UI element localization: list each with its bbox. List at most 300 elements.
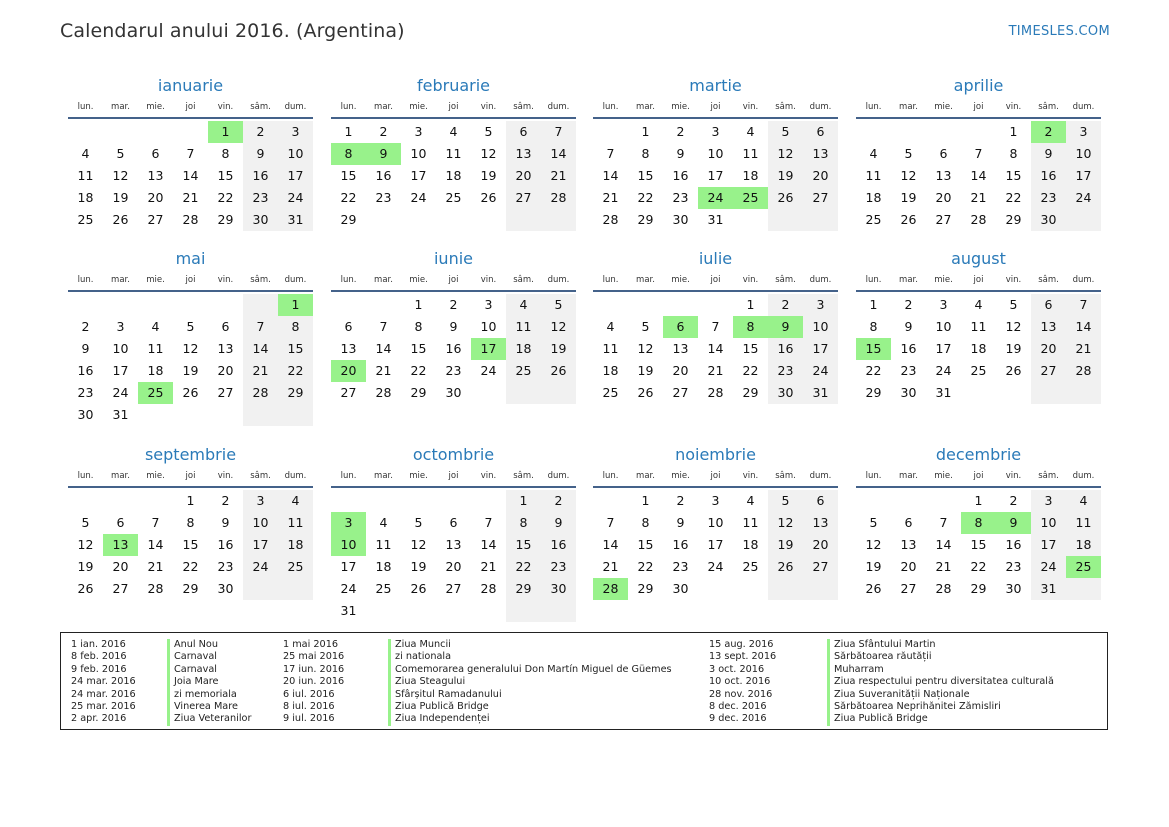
day-cell[interactable]: 22 <box>217 190 234 205</box>
day-cell[interactable]: 27 <box>506 187 541 209</box>
day-cell[interactable]: 29 <box>217 212 234 227</box>
day-cell[interactable]: 17 <box>410 168 427 183</box>
day-cell[interactable]: 26 <box>410 581 427 596</box>
day-cell[interactable]: 12 <box>541 316 576 338</box>
day-cell[interactable]: 19 <box>637 363 654 378</box>
day-cell[interactable]: 6 <box>116 515 125 530</box>
day-cell[interactable]: 22 <box>865 363 882 378</box>
day-cell[interactable]: 23 <box>768 360 803 382</box>
day-cell[interactable]: 15 <box>506 534 541 556</box>
day-cell[interactable]: 23 <box>1031 187 1066 209</box>
day-cell[interactable]: 22 <box>410 363 427 378</box>
day-cell[interactable]: 12 <box>768 143 803 165</box>
day-cell[interactable]: 6 <box>344 319 353 334</box>
day-cell[interactable]: 6 <box>506 121 541 143</box>
day-cell[interactable]: 21 <box>970 190 987 205</box>
day-cell[interactable]: 20 <box>506 165 541 187</box>
day-cell[interactable]: 2 <box>768 294 803 316</box>
day-cell[interactable]: 30 <box>445 385 462 400</box>
day-cell[interactable]: 2 <box>676 493 685 508</box>
day-cell[interactable]: 28 <box>935 581 952 596</box>
day-cell[interactable]: 26 <box>1005 363 1022 378</box>
day-cell[interactable]: 9 <box>243 143 278 165</box>
day-cell[interactable]: 18 <box>970 341 987 356</box>
day-cell[interactable]: 17 <box>935 341 952 356</box>
day-cell[interactable]: 8 <box>414 319 423 334</box>
day-cell[interactable]: 14 <box>480 537 497 552</box>
day-cell[interactable]: 2 <box>1031 121 1066 143</box>
day-cell[interactable]: 14 <box>602 537 619 552</box>
day-cell[interactable]: 16 <box>445 341 462 356</box>
day-cell[interactable]: 11 <box>970 319 987 334</box>
day-cell[interactable]: 15 <box>742 341 759 356</box>
day-cell[interactable]: 8 <box>961 512 996 534</box>
day-cell[interactable]: 27 <box>900 581 917 596</box>
day-cell[interactable]: 7 <box>379 319 388 334</box>
day-cell[interactable]: 27 <box>445 581 462 596</box>
day-cell[interactable]: 18 <box>742 537 759 552</box>
day-cell[interactable]: 19 <box>541 338 576 360</box>
day-cell[interactable]: 28 <box>970 212 987 227</box>
day-cell[interactable]: 10 <box>480 319 497 334</box>
day-cell[interactable]: 23 <box>445 363 462 378</box>
day-cell[interactable]: 14 <box>602 168 619 183</box>
day-cell[interactable]: 27 <box>217 385 234 400</box>
day-cell[interactable]: 20 <box>112 559 129 574</box>
day-cell[interactable]: 5 <box>186 319 195 334</box>
day-cell[interactable]: 10 <box>243 512 278 534</box>
day-cell[interactable]: 24 <box>1066 187 1101 209</box>
day-cell[interactable]: 22 <box>182 559 199 574</box>
day-cell[interactable]: 22 <box>637 190 654 205</box>
day-cell[interactable]: 6 <box>663 316 698 338</box>
day-cell[interactable]: 1 <box>869 297 878 312</box>
day-cell[interactable]: 28 <box>1066 360 1101 382</box>
day-cell[interactable]: 4 <box>379 515 388 530</box>
day-cell[interactable]: 10 <box>278 143 313 165</box>
day-cell[interactable]: 20 <box>445 559 462 574</box>
day-cell[interactable]: 30 <box>1005 581 1022 596</box>
day-cell[interactable]: 7 <box>606 146 615 161</box>
day-cell[interactable]: 28 <box>707 385 724 400</box>
day-cell[interactable]: 24 <box>698 187 733 209</box>
day-cell[interactable]: 24 <box>410 190 427 205</box>
day-cell[interactable]: 12 <box>865 537 882 552</box>
day-cell[interactable]: 26 <box>768 556 803 578</box>
day-cell[interactable]: 23 <box>217 559 234 574</box>
day-cell[interactable]: 25 <box>138 382 173 404</box>
day-cell[interactable]: 10 <box>707 515 724 530</box>
day-cell[interactable]: 28 <box>602 212 619 227</box>
day-cell[interactable]: 3 <box>711 493 720 508</box>
day-cell[interactable]: 26 <box>541 360 576 382</box>
day-cell[interactable]: 29 <box>637 212 654 227</box>
day-cell[interactable]: 22 <box>278 360 313 382</box>
day-cell[interactable]: 18 <box>742 168 759 183</box>
day-cell[interactable]: 17 <box>112 363 129 378</box>
day-cell[interactable]: 26 <box>865 581 882 596</box>
day-cell[interactable]: 26 <box>480 190 497 205</box>
day-cell[interactable]: 26 <box>768 187 803 209</box>
day-cell[interactable]: 31 <box>112 407 129 422</box>
day-cell[interactable]: 6 <box>803 490 838 512</box>
day-cell[interactable]: 27 <box>147 212 164 227</box>
day-cell[interactable]: 8 <box>186 515 195 530</box>
day-cell[interactable]: 30 <box>541 578 576 600</box>
day-cell[interactable]: 13 <box>103 534 138 556</box>
day-cell[interactable]: 23 <box>672 559 689 574</box>
day-cell[interactable]: 18 <box>506 338 541 360</box>
day-cell[interactable]: 29 <box>865 385 882 400</box>
day-cell[interactable]: 1 <box>641 124 650 139</box>
day-cell[interactable]: 17 <box>278 165 313 187</box>
day-cell[interactable]: 29 <box>182 581 199 596</box>
day-cell[interactable]: 9 <box>366 143 401 165</box>
day-cell[interactable]: 26 <box>637 385 654 400</box>
day-cell[interactable]: 9 <box>541 512 576 534</box>
day-cell[interactable]: 20 <box>1031 338 1066 360</box>
day-cell[interactable]: 3 <box>1066 121 1101 143</box>
day-cell[interactable]: 22 <box>637 559 654 574</box>
day-cell[interactable]: 26 <box>182 385 199 400</box>
day-cell[interactable]: 29 <box>970 581 987 596</box>
day-cell[interactable]: 21 <box>243 360 278 382</box>
day-cell[interactable]: 17 <box>707 537 724 552</box>
day-cell[interactable]: 8 <box>506 512 541 534</box>
day-cell[interactable]: 14 <box>935 537 952 552</box>
day-cell[interactable]: 15 <box>217 168 234 183</box>
day-cell[interactable]: 7 <box>243 316 278 338</box>
day-cell[interactable]: 7 <box>484 515 493 530</box>
day-cell[interactable]: 16 <box>541 534 576 556</box>
day-cell[interactable]: 2 <box>379 124 388 139</box>
day-cell[interactable]: 7 <box>939 515 948 530</box>
day-cell[interactable]: 4 <box>606 319 615 334</box>
day-cell[interactable]: 1 <box>278 294 313 316</box>
day-cell[interactable]: 31 <box>803 382 838 404</box>
day-cell[interactable]: 24 <box>480 363 497 378</box>
day-cell[interactable]: 18 <box>375 559 392 574</box>
day-cell[interactable]: 23 <box>672 190 689 205</box>
day-cell[interactable]: 12 <box>480 146 497 161</box>
day-cell[interactable]: 6 <box>939 146 948 161</box>
day-cell[interactable]: 24 <box>935 363 952 378</box>
day-cell[interactable]: 9 <box>904 319 913 334</box>
day-cell[interactable]: 5 <box>484 124 493 139</box>
day-cell[interactable]: 11 <box>77 168 94 183</box>
day-cell[interactable]: 1 <box>974 493 983 508</box>
day-cell[interactable]: 25 <box>970 363 987 378</box>
day-cell[interactable]: 27 <box>803 556 838 578</box>
day-cell[interactable]: 28 <box>147 581 164 596</box>
day-cell[interactable]: 4 <box>151 319 160 334</box>
day-cell[interactable]: 6 <box>803 121 838 143</box>
day-cell[interactable]: 4 <box>81 146 90 161</box>
day-cell[interactable]: 10 <box>410 146 427 161</box>
day-cell[interactable]: 28 <box>243 382 278 404</box>
day-cell[interactable]: 12 <box>182 341 199 356</box>
day-cell[interactable]: 18 <box>445 168 462 183</box>
day-cell[interactable]: 19 <box>182 363 199 378</box>
day-cell[interactable]: 8 <box>869 319 878 334</box>
day-cell[interactable]: 8 <box>641 515 650 530</box>
day-cell[interactable]: 13 <box>935 168 952 183</box>
day-cell[interactable]: 21 <box>602 190 619 205</box>
day-cell[interactable]: 30 <box>77 407 94 422</box>
day-cell[interactable]: 2 <box>541 490 576 512</box>
day-cell[interactable]: 19 <box>900 190 917 205</box>
day-cell[interactable]: 28 <box>182 212 199 227</box>
day-cell[interactable]: 16 <box>672 168 689 183</box>
day-cell[interactable]: 3 <box>243 490 278 512</box>
day-cell[interactable]: 31 <box>707 212 724 227</box>
day-cell[interactable]: 8 <box>221 146 230 161</box>
day-cell[interactable]: 26 <box>77 581 94 596</box>
day-cell[interactable]: 18 <box>278 534 313 556</box>
day-cell[interactable]: 6 <box>904 515 913 530</box>
day-cell[interactable]: 22 <box>340 190 357 205</box>
day-cell[interactable]: 24 <box>707 559 724 574</box>
day-cell[interactable]: 15 <box>856 338 891 360</box>
day-cell[interactable]: 9 <box>676 146 685 161</box>
day-cell[interactable]: 14 <box>243 338 278 360</box>
day-cell[interactable]: 29 <box>278 382 313 404</box>
day-cell[interactable]: 10 <box>112 341 129 356</box>
day-cell[interactable]: 21 <box>602 559 619 574</box>
day-cell[interactable]: 15 <box>410 341 427 356</box>
day-cell[interactable]: 18 <box>865 190 882 205</box>
day-cell[interactable]: 28 <box>480 581 497 596</box>
day-cell[interactable]: 9 <box>996 512 1031 534</box>
day-cell[interactable]: 31 <box>1031 578 1066 600</box>
day-cell[interactable]: 19 <box>1005 341 1022 356</box>
day-cell[interactable]: 14 <box>182 168 199 183</box>
day-cell[interactable]: 9 <box>768 316 803 338</box>
day-cell[interactable]: 5 <box>81 515 90 530</box>
day-cell[interactable]: 12 <box>112 168 129 183</box>
day-cell[interactable]: 9 <box>81 341 90 356</box>
day-cell[interactable]: 13 <box>900 537 917 552</box>
day-cell[interactable]: 13 <box>803 143 838 165</box>
day-cell[interactable]: 15 <box>182 537 199 552</box>
day-cell[interactable]: 5 <box>414 515 423 530</box>
day-cell[interactable]: 24 <box>278 187 313 209</box>
day-cell[interactable]: 7 <box>541 121 576 143</box>
day-cell[interactable]: 7 <box>186 146 195 161</box>
day-cell[interactable]: 11 <box>445 146 462 161</box>
day-cell[interactable]: 24 <box>340 581 357 596</box>
day-cell[interactable]: 23 <box>541 556 576 578</box>
day-cell[interactable]: 13 <box>340 341 357 356</box>
day-cell[interactable]: 17 <box>1031 534 1066 556</box>
day-cell[interactable]: 11 <box>147 341 164 356</box>
day-cell[interactable]: 21 <box>147 559 164 574</box>
day-cell[interactable]: 23 <box>1005 559 1022 574</box>
day-cell[interactable]: 4 <box>746 493 755 508</box>
day-cell[interactable]: 5 <box>116 146 125 161</box>
day-cell[interactable]: 20 <box>803 534 838 556</box>
day-cell[interactable]: 6 <box>449 515 458 530</box>
day-cell[interactable]: 17 <box>243 534 278 556</box>
day-cell[interactable]: 4 <box>746 124 755 139</box>
day-cell[interactable]: 18 <box>602 363 619 378</box>
day-cell[interactable]: 10 <box>803 316 838 338</box>
day-cell[interactable]: 16 <box>243 165 278 187</box>
day-cell[interactable]: 1 <box>414 297 423 312</box>
day-cell[interactable]: 14 <box>1066 316 1101 338</box>
day-cell[interactable]: 17 <box>803 338 838 360</box>
day-cell[interactable]: 12 <box>77 537 94 552</box>
day-cell[interactable]: 16 <box>1005 537 1022 552</box>
day-cell[interactable]: 19 <box>410 559 427 574</box>
day-cell[interactable]: 27 <box>803 187 838 209</box>
day-cell[interactable]: 7 <box>151 515 160 530</box>
day-cell[interactable]: 24 <box>112 385 129 400</box>
day-cell[interactable]: 8 <box>1009 146 1018 161</box>
day-cell[interactable]: 18 <box>1066 534 1101 556</box>
day-cell[interactable]: 7 <box>711 319 720 334</box>
day-cell[interactable]: 14 <box>541 143 576 165</box>
day-cell[interactable]: 15 <box>637 537 654 552</box>
day-cell[interactable]: 1 <box>746 297 755 312</box>
day-cell[interactable]: 1 <box>506 490 541 512</box>
day-cell[interactable]: 21 <box>375 363 392 378</box>
day-cell[interactable]: 3 <box>803 294 838 316</box>
day-cell[interactable]: 2 <box>449 297 458 312</box>
day-cell[interactable]: 8 <box>331 143 366 165</box>
day-cell[interactable]: 25 <box>77 212 94 227</box>
day-cell[interactable]: 10 <box>707 146 724 161</box>
day-cell[interactable]: 21 <box>935 559 952 574</box>
day-cell[interactable]: 5 <box>869 515 878 530</box>
day-cell[interactable]: 4 <box>506 294 541 316</box>
day-cell[interactable]: 9 <box>221 515 230 530</box>
day-cell[interactable]: 27 <box>672 385 689 400</box>
day-cell[interactable]: 21 <box>480 559 497 574</box>
day-cell[interactable]: 3 <box>331 512 366 534</box>
day-cell[interactable]: 19 <box>768 534 803 556</box>
day-cell[interactable]: 4 <box>278 490 313 512</box>
day-cell[interactable]: 30 <box>217 581 234 596</box>
day-cell[interactable]: 6 <box>221 319 230 334</box>
day-cell[interactable]: 19 <box>865 559 882 574</box>
day-cell[interactable]: 13 <box>217 341 234 356</box>
day-cell[interactable]: 5 <box>768 490 803 512</box>
day-cell[interactable]: 30 <box>768 382 803 404</box>
day-cell[interactable]: 20 <box>935 190 952 205</box>
day-cell[interactable]: 12 <box>900 168 917 183</box>
day-cell[interactable]: 17 <box>340 559 357 574</box>
day-cell[interactable]: 1 <box>344 124 353 139</box>
day-cell[interactable]: 1 <box>641 493 650 508</box>
day-cell[interactable]: 25 <box>1066 556 1101 578</box>
day-cell[interactable]: 31 <box>278 209 313 231</box>
day-cell[interactable]: 10 <box>935 319 952 334</box>
day-cell[interactable]: 29 <box>340 212 357 227</box>
day-cell[interactable]: 15 <box>1005 168 1022 183</box>
day-cell[interactable]: 19 <box>480 168 497 183</box>
day-cell[interactable]: 11 <box>602 341 619 356</box>
day-cell[interactable]: 24 <box>803 360 838 382</box>
day-cell[interactable]: 13 <box>803 512 838 534</box>
day-cell[interactable]: 3 <box>278 121 313 143</box>
day-cell[interactable]: 13 <box>1031 316 1066 338</box>
day-cell[interactable]: 29 <box>1005 212 1022 227</box>
day-cell[interactable]: 25 <box>375 581 392 596</box>
day-cell[interactable]: 25 <box>506 360 541 382</box>
day-cell[interactable]: 21 <box>1066 338 1101 360</box>
day-cell[interactable]: 23 <box>900 363 917 378</box>
day-cell[interactable]: 12 <box>1005 319 1022 334</box>
day-cell[interactable]: 20 <box>672 363 689 378</box>
day-cell[interactable]: 22 <box>970 559 987 574</box>
day-cell[interactable]: 3 <box>484 297 493 312</box>
day-cell[interactable]: 21 <box>541 165 576 187</box>
day-cell[interactable]: 27 <box>112 581 129 596</box>
day-cell[interactable]: 3 <box>414 124 423 139</box>
day-cell[interactable]: 13 <box>506 143 541 165</box>
day-cell[interactable]: 20 <box>900 559 917 574</box>
day-cell[interactable]: 13 <box>445 537 462 552</box>
day-cell[interactable]: 25 <box>865 212 882 227</box>
day-cell[interactable]: 2 <box>243 121 278 143</box>
day-cell[interactable]: 22 <box>1005 190 1022 205</box>
day-cell[interactable]: 11 <box>278 512 313 534</box>
day-cell[interactable]: 30 <box>900 385 917 400</box>
day-cell[interactable]: 1 <box>208 121 243 143</box>
day-cell[interactable]: 11 <box>506 316 541 338</box>
day-cell[interactable]: 16 <box>672 537 689 552</box>
day-cell[interactable]: 6 <box>1031 294 1066 316</box>
day-cell[interactable]: 12 <box>410 537 427 552</box>
day-cell[interactable]: 11 <box>375 537 392 552</box>
day-cell[interactable]: 2 <box>221 493 230 508</box>
day-cell[interactable]: 31 <box>340 603 357 618</box>
day-cell[interactable]: 25 <box>278 556 313 578</box>
day-cell[interactable]: 8 <box>641 146 650 161</box>
day-cell[interactable]: 31 <box>935 385 952 400</box>
day-cell[interactable]: 27 <box>1031 360 1066 382</box>
day-cell[interactable]: 23 <box>243 187 278 209</box>
day-cell[interactable]: 2 <box>81 319 90 334</box>
day-cell[interactable]: 3 <box>116 319 125 334</box>
day-cell[interactable]: 11 <box>742 515 759 530</box>
day-cell[interactable]: 8 <box>278 316 313 338</box>
day-cell[interactable]: 13 <box>147 168 164 183</box>
day-cell[interactable]: 14 <box>970 168 987 183</box>
day-cell[interactable]: 16 <box>1031 165 1066 187</box>
day-cell[interactable]: 26 <box>900 212 917 227</box>
day-cell[interactable]: 9 <box>1031 143 1066 165</box>
day-cell[interactable]: 23 <box>375 190 392 205</box>
day-cell[interactable]: 7 <box>606 515 615 530</box>
day-cell[interactable]: 29 <box>410 385 427 400</box>
day-cell[interactable]: 30 <box>243 209 278 231</box>
day-cell[interactable]: 16 <box>375 168 392 183</box>
day-cell[interactable]: 29 <box>637 581 654 596</box>
day-cell[interactable]: 12 <box>768 512 803 534</box>
day-cell[interactable]: 17 <box>471 338 506 360</box>
day-cell[interactable]: 10 <box>1066 143 1101 165</box>
day-cell[interactable]: 7 <box>974 146 983 161</box>
day-cell[interactable]: 2 <box>1009 493 1018 508</box>
day-cell[interactable]: 28 <box>375 385 392 400</box>
day-cell[interactable]: 3 <box>939 297 948 312</box>
day-cell[interactable]: 4 <box>449 124 458 139</box>
day-cell[interactable]: 20 <box>147 190 164 205</box>
day-cell[interactable]: 27 <box>935 212 952 227</box>
day-cell[interactable]: 30 <box>672 212 689 227</box>
